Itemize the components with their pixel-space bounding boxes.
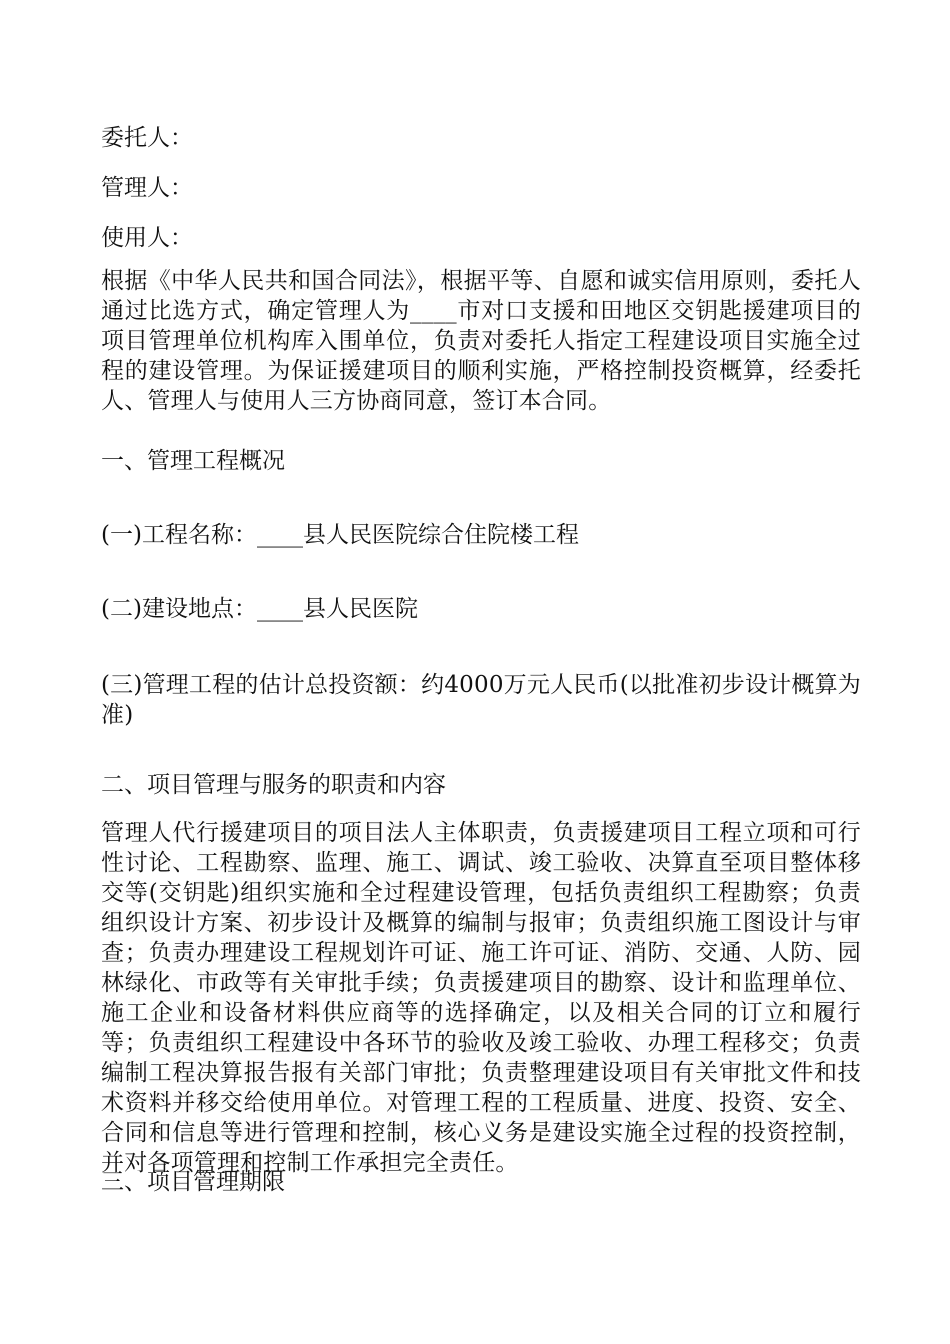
contract-intro-paragraph: 根据《中华人民共和国合同法》，根据平等、自愿和诚实信用原则，委托人通过比选方式，确定管理人为____市对口支援和田地区交钥匙援建项目的项目管理单位机构库入围单位，负责对委托人指定工程建设项目实施全过程的建设管理。为保证援建项目的顺利实施，严格控制投资概算，经委托人、管理人与使用人三方协商同意，签订本合同。: [101, 268, 861, 414]
section-heading-project-overview: 一、管理工程概况: [101, 448, 285, 474]
client-party-label: 委托人：: [101, 125, 193, 151]
manager-party-label: 管理人：: [101, 175, 193, 201]
duties-and-content-paragraph: 管理人代行援建项目的项目法人主体职责，负责援建项目工程立项和可行性讨论、工程勘察、监理、施工、调试、竣工验收、决算直至项目整体移交等(交钥匙)组织实施和全过程建设管理，包括负责组织工程勘察；负责组织设计方案、初步设计及概算的编制与报审；负责组织施工图设计与审查；负责办理建设工程规划许可证、施工许可证、消防、交通、人防、园林绿化、市政等有关审批手续；负责援建项目的勘察、设计和监理单位、施工企业和设备材料供应商等的选择确定，以及相关合同的订立和履行等；负责组织工程建设中各环节的验收及竣工验收、办理工程移交；负责编制工程决算报告报有关部门审批；负责整理建设项目有关审批文件和技术资料并移交给使用单位。对管理工程的工程质量、进度、投资、安全、合同和信息等进行管理和控制，核心义务是建设实施全过程的投资控制，并对各项管理和控制工作承担完全责任。: [101, 820, 861, 1176]
estimated-investment-item: (三)管理工程的估计总投资额：约4000万元人民币(以批准初步设计概算为准): [101, 672, 861, 728]
section-heading-duties-and-content: 二、项目管理与服务的职责和内容: [101, 772, 446, 798]
project-name-item: (一)工程名称：____县人民医院综合住院楼工程: [101, 522, 579, 548]
section-heading-management-period: 三、项目管理期限: [101, 1169, 285, 1195]
user-party-label: 使用人：: [101, 225, 193, 251]
construction-location-item: (二)建设地点：____县人民医院: [101, 596, 418, 622]
